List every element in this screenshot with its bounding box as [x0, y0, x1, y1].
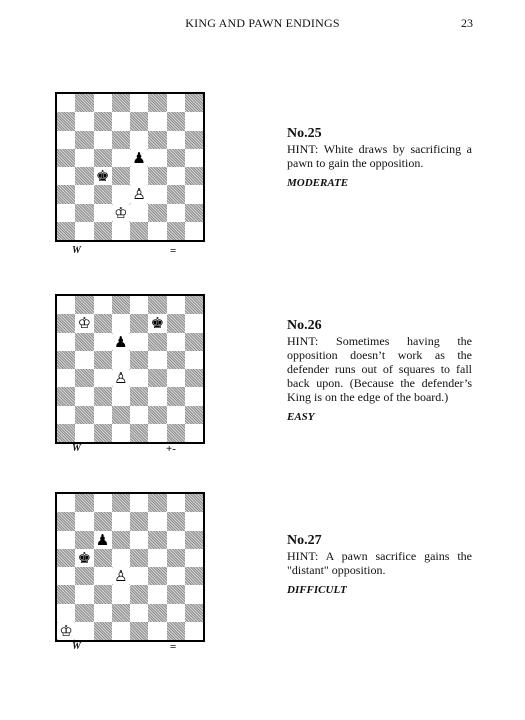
result-26: +-	[166, 443, 176, 455]
dark-square	[94, 112, 112, 130]
dark-square	[148, 94, 166, 112]
dark-square	[94, 387, 112, 405]
dark-square	[167, 112, 185, 130]
dark-square	[130, 387, 148, 405]
dark-square	[57, 314, 75, 332]
light-square	[167, 369, 185, 387]
dark-square	[94, 185, 112, 203]
chess-board-27	[55, 492, 205, 642]
dark-square	[57, 549, 75, 567]
dark-square	[148, 131, 166, 149]
light-square	[148, 149, 166, 167]
page-header-title: KING AND PAWN ENDINGS	[185, 16, 340, 30]
light-square	[112, 185, 130, 203]
dark-square	[167, 622, 185, 640]
dark-square	[75, 531, 93, 549]
light-square	[167, 567, 185, 585]
light-square	[75, 585, 93, 603]
light-square	[112, 622, 130, 640]
dark-square	[112, 531, 130, 549]
light-square	[167, 604, 185, 622]
light-square	[57, 167, 75, 185]
light-square	[57, 296, 75, 314]
puzzle-entry-26	[287, 318, 472, 424]
white-pawn-icon: ♙	[112, 567, 130, 585]
dark-square	[130, 112, 148, 130]
dark-square	[130, 314, 148, 332]
dark-square	[112, 494, 130, 512]
light-square	[148, 351, 166, 369]
side-to-move-27: W	[72, 641, 81, 652]
light-square	[94, 131, 112, 149]
dark-square	[112, 94, 130, 112]
light-square	[112, 112, 130, 130]
dark-square	[75, 296, 93, 314]
light-square	[112, 512, 130, 530]
light-square	[57, 204, 75, 222]
result-27: =	[170, 641, 177, 653]
light-square	[57, 333, 75, 351]
dark-square	[167, 351, 185, 369]
dark-square	[167, 149, 185, 167]
dark-square	[112, 131, 130, 149]
light-square	[167, 94, 185, 112]
dark-square	[148, 531, 166, 549]
light-square	[94, 494, 112, 512]
light-square	[57, 567, 75, 585]
dark-square	[130, 622, 148, 640]
dark-square	[75, 567, 93, 585]
light-square	[57, 406, 75, 424]
puzzle-hint: HINT: Sometimes having the opposition doesn’t work as the defender runs out of squares to fall back upon. (Because the defender’s King is on the edge of the board.)	[287, 334, 472, 404]
light-square	[167, 204, 185, 222]
light-square	[185, 512, 203, 530]
side-to-move-26: W	[72, 443, 81, 454]
dark-square	[167, 549, 185, 567]
light-square	[148, 222, 166, 240]
puzzle-difficulty: DIFFICULT	[287, 584, 347, 596]
light-square	[75, 222, 93, 240]
dark-square	[148, 167, 166, 185]
light-square	[130, 369, 148, 387]
dark-square	[148, 333, 166, 351]
light-square	[112, 585, 130, 603]
light-square	[57, 531, 75, 549]
light-square	[148, 585, 166, 603]
chess-board-26	[55, 294, 205, 444]
black-king-icon: ♚	[148, 314, 166, 332]
dark-square	[148, 604, 166, 622]
light-square	[148, 549, 166, 567]
light-square	[185, 585, 203, 603]
light-square	[130, 94, 148, 112]
light-square	[112, 351, 130, 369]
dark-square	[57, 351, 75, 369]
white-king-icon: ♔	[75, 314, 93, 332]
light-square	[94, 333, 112, 351]
dark-square	[130, 585, 148, 603]
light-square	[112, 387, 130, 405]
light-square	[130, 567, 148, 585]
light-square	[75, 185, 93, 203]
dark-square	[75, 167, 93, 185]
dark-square	[94, 512, 112, 530]
light-square	[185, 222, 203, 240]
puzzle-hint: HINT: A pawn sacrifice gains the "distant" opposition.	[287, 549, 472, 577]
dark-square	[94, 351, 112, 369]
dark-square	[112, 167, 130, 185]
dark-square	[148, 406, 166, 424]
white-king-icon: ♔	[112, 204, 130, 222]
light-square	[185, 549, 203, 567]
light-square	[130, 167, 148, 185]
dark-square	[94, 424, 112, 442]
light-square	[112, 549, 130, 567]
dark-square	[185, 369, 203, 387]
light-square	[185, 622, 203, 640]
dark-square	[185, 494, 203, 512]
chess-board-25	[55, 92, 205, 242]
light-square	[185, 387, 203, 405]
black-king-icon: ♚	[94, 167, 112, 185]
dark-square	[130, 351, 148, 369]
black-king-icon: ♚	[75, 549, 93, 567]
light-square	[94, 406, 112, 424]
light-square	[185, 149, 203, 167]
dark-square	[75, 333, 93, 351]
light-square	[148, 424, 166, 442]
dark-square	[185, 94, 203, 112]
dark-square	[185, 531, 203, 549]
dark-square	[185, 204, 203, 222]
dark-square	[185, 167, 203, 185]
light-square	[167, 406, 185, 424]
light-square	[130, 204, 148, 222]
light-square	[148, 387, 166, 405]
dark-square	[94, 622, 112, 640]
dark-square	[148, 296, 166, 314]
light-square	[75, 387, 93, 405]
puzzle-number: No.25	[287, 126, 322, 141]
light-square	[185, 314, 203, 332]
light-square	[130, 604, 148, 622]
dark-square	[57, 185, 75, 203]
light-square	[185, 424, 203, 442]
light-square	[75, 112, 93, 130]
dark-square	[112, 406, 130, 424]
light-square	[57, 131, 75, 149]
light-square	[94, 204, 112, 222]
light-square	[57, 94, 75, 112]
light-square	[112, 424, 130, 442]
light-square	[130, 333, 148, 351]
dark-square	[94, 585, 112, 603]
light-square	[75, 622, 93, 640]
light-square	[112, 222, 130, 240]
side-to-move-25: W	[72, 245, 81, 256]
light-square	[130, 131, 148, 149]
dark-square	[148, 204, 166, 222]
dark-square	[167, 314, 185, 332]
light-square	[57, 369, 75, 387]
dark-square	[167, 387, 185, 405]
dark-square	[57, 585, 75, 603]
dark-square	[148, 567, 166, 585]
dark-square	[94, 549, 112, 567]
light-square	[112, 149, 130, 167]
dark-square	[75, 406, 93, 424]
light-square	[185, 112, 203, 130]
puzzle-difficulty: EASY	[287, 411, 315, 423]
dark-square	[185, 131, 203, 149]
dark-square	[167, 585, 185, 603]
light-square	[75, 512, 93, 530]
light-square	[167, 167, 185, 185]
dark-square	[75, 131, 93, 149]
light-square	[57, 494, 75, 512]
dark-square	[167, 424, 185, 442]
dark-square	[75, 369, 93, 387]
dark-square	[94, 222, 112, 240]
light-square	[148, 622, 166, 640]
dark-square	[57, 149, 75, 167]
light-square	[94, 94, 112, 112]
white-pawn-icon: ♙	[130, 185, 148, 203]
light-square	[75, 424, 93, 442]
white-pawn-icon: ♙	[112, 369, 130, 387]
dark-square	[57, 112, 75, 130]
light-square	[130, 296, 148, 314]
dark-square	[75, 494, 93, 512]
dark-square	[75, 94, 93, 112]
dark-square	[185, 567, 203, 585]
dark-square	[112, 296, 130, 314]
dark-square	[57, 222, 75, 240]
page-number: 23	[461, 16, 473, 30]
light-square	[148, 512, 166, 530]
light-square	[185, 185, 203, 203]
dark-square	[112, 604, 130, 622]
dark-square	[130, 222, 148, 240]
dark-square	[94, 149, 112, 167]
result-25: =	[170, 245, 177, 257]
light-square	[94, 296, 112, 314]
dark-square	[185, 333, 203, 351]
dark-square	[57, 387, 75, 405]
dark-square	[148, 369, 166, 387]
light-square	[130, 531, 148, 549]
dark-square	[130, 424, 148, 442]
puzzle-difficulty: MODERATE	[287, 177, 349, 189]
light-square	[167, 333, 185, 351]
white-king-icon: ♔	[57, 622, 75, 640]
dark-square	[57, 424, 75, 442]
dark-square	[185, 604, 203, 622]
puzzle-hint: HINT: White draws by sacrificing a pawn to gain the opposition.	[287, 142, 472, 170]
puzzle-number: No.27	[287, 533, 322, 548]
dark-square	[75, 604, 93, 622]
dark-square	[185, 296, 203, 314]
light-square	[75, 351, 93, 369]
dark-square	[94, 314, 112, 332]
black-pawn-icon: ♟	[112, 333, 130, 351]
light-square	[148, 112, 166, 130]
black-pawn-icon: ♟	[94, 531, 112, 549]
light-square	[75, 149, 93, 167]
light-square	[167, 296, 185, 314]
light-square	[167, 494, 185, 512]
light-square	[167, 531, 185, 549]
light-square	[148, 185, 166, 203]
dark-square	[185, 406, 203, 424]
puzzle-entry-27	[287, 533, 472, 597]
dark-square	[75, 204, 93, 222]
dark-square	[148, 494, 166, 512]
black-pawn-icon: ♟	[130, 149, 148, 167]
puzzle-number: No.26	[287, 318, 322, 333]
puzzle-entry-25	[287, 126, 472, 190]
light-square	[94, 567, 112, 585]
dark-square	[130, 549, 148, 567]
light-square	[185, 351, 203, 369]
dark-square	[167, 222, 185, 240]
light-square	[112, 314, 130, 332]
dark-square	[167, 185, 185, 203]
dark-square	[167, 512, 185, 530]
dark-square	[130, 512, 148, 530]
light-square	[94, 369, 112, 387]
light-square	[57, 604, 75, 622]
dark-square	[57, 512, 75, 530]
light-square	[130, 494, 148, 512]
light-square	[167, 131, 185, 149]
light-square	[130, 406, 148, 424]
light-square	[94, 604, 112, 622]
